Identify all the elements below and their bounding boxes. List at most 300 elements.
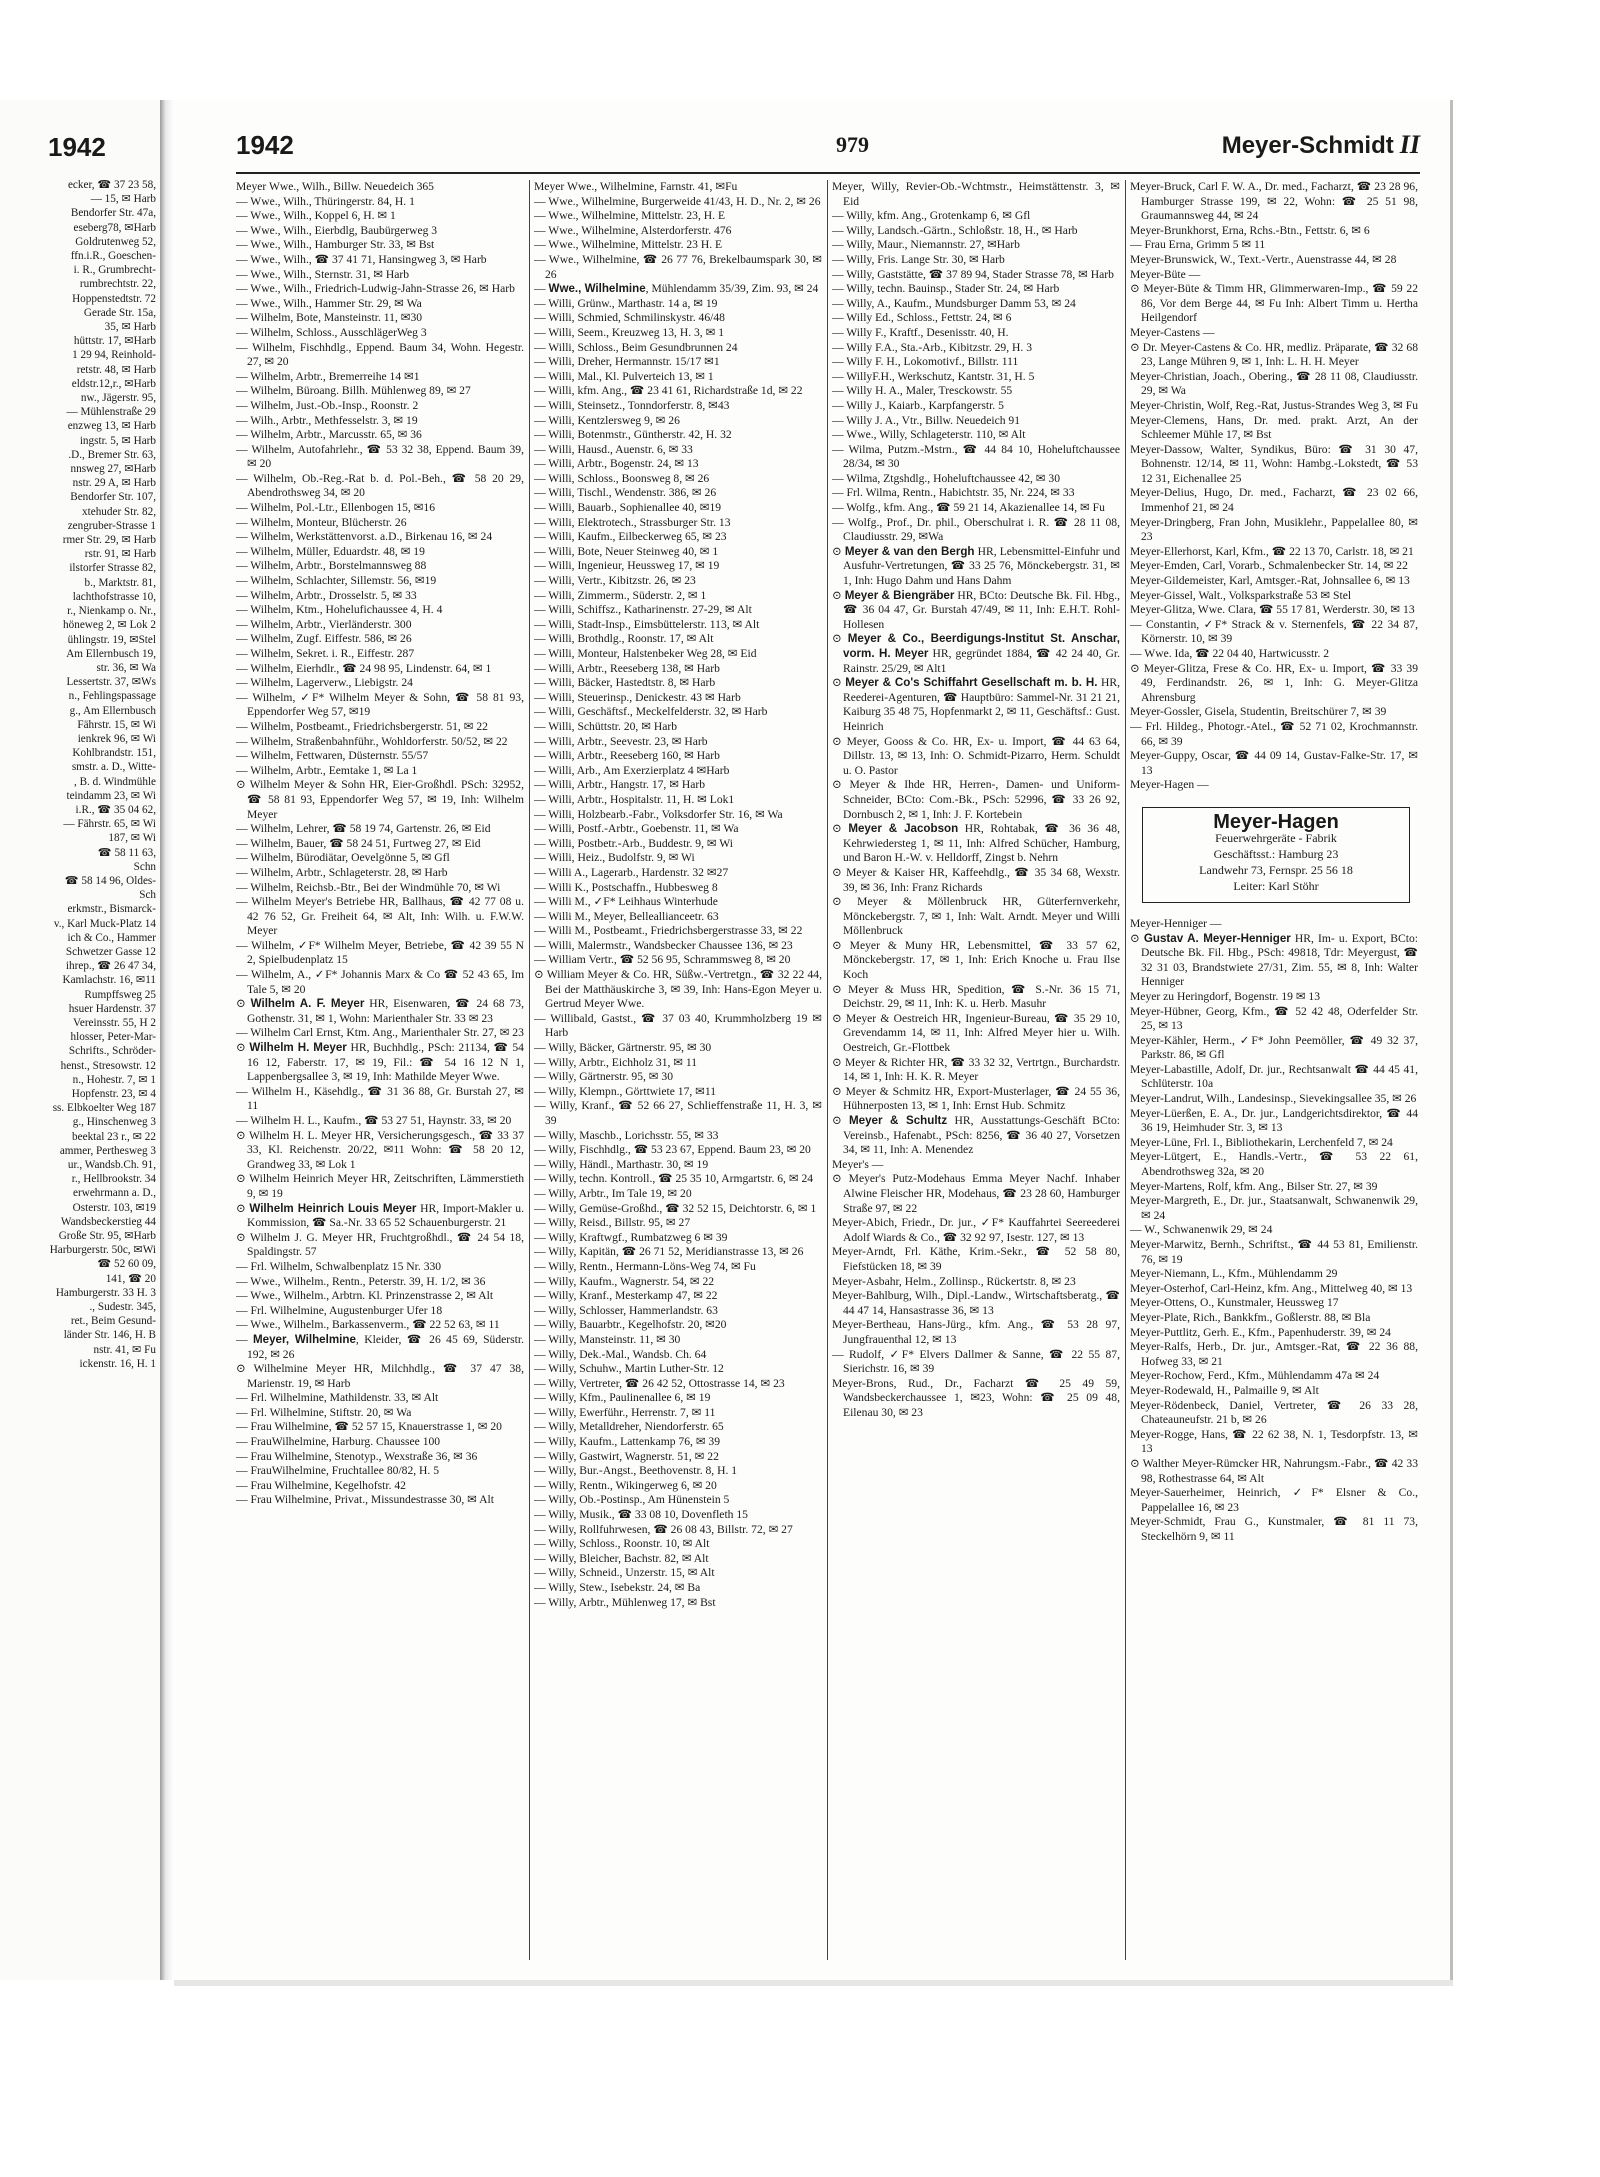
previous-page-line: erwehrmann a. D.,	[73, 1187, 156, 1200]
directory-entry: — Willy, Kapitän, ☎ 26 71 52, Meridianstrasse 13, ✉ 26	[534, 1245, 804, 1259]
directory-entry: — Willi, Bote, Neuer Steinweg 40, ✉ 1	[534, 544, 719, 558]
directory-entry: — Willi, Geschäftsf., Meckelfelderstr. 32, ✉ Harb	[534, 705, 768, 719]
directory-entry: — Willi, Botenmstr., Güntherstr. 42, H. 32	[534, 428, 732, 442]
directory-entry: ⊙ Wilhelm J. G. Meyer HR, Fruchtgroßhdl., ☎ 24 54 18, Spaldingstr. 57	[236, 1230, 524, 1259]
page-number: 979	[836, 132, 869, 157]
directory-entry: — Willy J., Kaiarb., Karpfangerstr. 5	[832, 398, 1004, 412]
directory-entry: — Meyer, Wilhelmine, Kleider, ☎ 26 45 69, Süderstr. 192, ✉ 26	[236, 1332, 524, 1361]
directory-entry: — Wilhelm, Just.-Ob.-Insp., Roonstr. 2	[236, 398, 419, 412]
directory-entry: ⊙ Gustav A. Meyer-Henniger HR, Im- u. Export, BCto: Deutsche Bk. Fil. Hbg., PSch: 49818, Tdr: Meyergust, ☎ 32 31 03, Brandstwiete 27/31, Zim. 55, ✉ 8, Inh: Walter Henniger	[1130, 931, 1418, 989]
directory-entry: — Willi, Schloss., Boonsweg 8, ✉ 26	[534, 471, 710, 485]
directory-entry: — Wilhelm, A., ✓F* Johannis Marx & Co ☎ 52 43 65, Im Tale 5, ✉ 20	[236, 968, 524, 996]
directory-entry: ⊙ Meyer & Kaiser HR, Kaffeehdlg., ☎ 35 34 68, Wexstr. 39, ✉ 36, Inh: Franz Richards	[832, 865, 1120, 894]
directory-entry: — Wilhelm, Arbtr., Schlageterstr. 28, ✉ Harb	[236, 865, 448, 879]
previous-page-line: Vereinsstr. 55, H 2	[73, 1016, 156, 1029]
directory-entry: — Wilhelm, Zugf. Eiffestr. 586, ✉ 26	[236, 632, 412, 646]
directory-entry: — Frl. Wilhelmine, Stiftstr. 20, ✉ Wa	[236, 1405, 412, 1419]
directory-entry: — Willi, Zimmerm., Süderstr. 2, ✉ 1	[534, 588, 707, 602]
directory-entry: — Willy, Kranf., ☎ 52 66 27, Schlieffenstraße 11, H. 3, ✉ 39	[534, 1099, 822, 1127]
directory-entry: — Willy, kfm. Ang., Grotenkamp 6, ✉ Gfl	[832, 209, 1031, 223]
directory-entry: — Wilma, Ztgshdlg., Hoheluftchaussee 42, ✉ 30	[832, 471, 1060, 485]
directory-entry: ⊙ Meyer & Biengräber HR, BCto: Deutsche Bk. Fil. Hbg., ☎ 36 04 47, Gr. Burstah 47/49, ✉ 11, Inh: E.H.T. Rohl-Hollesen	[832, 588, 1120, 631]
previous-page-line: Bendorfer Str. 107,	[70, 491, 156, 504]
previous-page-line: b., Marktstr. 81,	[84, 576, 156, 589]
directory-entry: ⊙ Meyer & Oestreich HR, Ingenieur-Bureau, ☎ 35 29 10, Grevendamm 14, ✉ 11, Inh: Alfred Meyer hier u. Wilh. Oestreich, Gr.-Flottbek	[832, 1011, 1120, 1055]
previous-page-line: Kohlbrandstr. 151,	[72, 747, 156, 760]
directory-entry: ⊙ Wilhelm Heinrich Louis Meyer HR, Import-Makler u. Kommission, ☎ Sa.-Nr. 33 65 52 Schauenburgerstr. 21	[236, 1201, 524, 1230]
header-year: 1942	[236, 130, 294, 160]
previous-page-line: Sch	[139, 889, 156, 902]
previous-page-line: Wandsbeckerstieg 44	[60, 1215, 156, 1228]
directory-entry: Meyer-Ellerhorst, Karl, Kfm., ☎ 22 13 70, Carlstr. 18, ✉ 21	[1130, 544, 1414, 558]
previous-page-line: , B. d. Windmühle	[73, 775, 156, 788]
directory-entry: Meyer-Büte —	[1130, 267, 1201, 281]
previous-page-line: rstr. 91, ✉ Harb	[84, 548, 156, 561]
column-2	[534, 180, 822, 1960]
directory-entry: Meyer-Rochow, Ferd., Kfm., Mühlendamm 47a ✉ 24	[1130, 1369, 1380, 1383]
directory-entry: — Willi A., Lagerarb., Hardenstr. 32 ✉27	[534, 865, 729, 879]
directory-entry: — Wwe., Wilh., Hamburger Str. 33, ✉ Bst	[236, 238, 435, 252]
header-name-range	[1222, 130, 1420, 160]
directory-entry: ⊙ Wilhelm H. L. Meyer HR, Versicherungsgesch., ☎ 33 37 33, Kl. Reichenstr. 20/22, ✉11 Wohn: ☎ 58 20 12, Grandweg 33, ✉ Lok 1	[236, 1128, 524, 1171]
previous-page-line: ret., Beim Gesund-	[70, 1315, 156, 1328]
directory-entry: — Willi, Stadt-Insp., Eimsbüttelerstr. 113, ✉ Alt	[534, 617, 760, 631]
directory-entry: Meyer-Arndt, Frl. Käthe, Krim.-Sekr., ☎ 52 58 80, Fiefstücken 18, ✉ 39	[832, 1245, 1120, 1273]
previous-page-line: 141, ☎ 20	[105, 1272, 156, 1285]
directory-entry: ⊙ Wilhelm A. F. Meyer HR, Eisenwaren, ☎ 24 68 73, Gothenstr. 31, ✉ 1, Wohn: Marienthaler Str. 33 ✉ 23	[236, 997, 524, 1025]
previous-page-line: 35, ✉ Harb	[104, 321, 156, 334]
directory-entry: — Wwe., Wilh., Thüringerstr. 84, H. 1	[236, 194, 415, 208]
directory-entry: Meyer-Clemens, Hans, Dr. med. prakt. Arzt, An der Schleemer Mühle 17, ✉ Bst	[1130, 413, 1418, 442]
directory-entry: — Wilhelm, Arbtr., Bremerreihe 14 ✉1	[236, 369, 420, 383]
directory-entry: — Willi, Schmied, Schmilinskystr. 46/48	[534, 311, 725, 325]
directory-entry: — Frau Erna, Grimm 5 ✉ 11	[1130, 238, 1266, 252]
previous-page-line: Schrifts., Schröder-	[68, 1045, 156, 1058]
directory-entry: — Wwe. Ida, ☎ 22 04 40, Hartwicusstr. 2	[1130, 647, 1330, 660]
previous-page-line: hsuer Hardenstr. 37	[68, 1002, 156, 1015]
directory-entry: — Wwe., Willy, Schlageterstr. 110, ✉ Alt	[832, 428, 1026, 442]
directory-entry: — Wilhelm, Straßenbahnführ., Wohldorferstr. 50/52, ✉ 22	[236, 734, 508, 748]
directory-entry: — Willy, Schloss., Roonstr. 10, ✉ Alt	[534, 1537, 710, 1551]
previous-page-line: länder Str. 146, H. B	[63, 1329, 156, 1342]
directory-entry: — Willy, Gärtnerstr. 95, ✉ 30	[534, 1070, 674, 1084]
directory-entry: — Willy, Schuhw., Martin Luther-Str. 12	[534, 1362, 724, 1376]
directory-entry: ⊙ Meyer & Richter HR, ☎ 33 32 32, Vertrtgn., Burchardstr. 14, ✉ 1, Inh: H. K. R. Meyer	[832, 1055, 1120, 1084]
previous-page-line: — Mühlenstraße 29	[66, 406, 156, 419]
directory-entry: Meyer-Lüne, Frl. I., Bibliothekarin, Lerchenfeld 7, ✉ 24	[1130, 1135, 1393, 1149]
previous-page-line: Fährstr. 15, ✉ Wi	[77, 718, 156, 731]
directory-entry: — Wwe., Wilhelmine, Burgerweide 41/43, H. D., Nr. 2, ✉ 26	[534, 194, 821, 208]
directory-entry: — Wilhelm, Arbtr., Eemtake 1, ✉ La 1	[236, 763, 418, 777]
directory-entry: — Willy Ed., Schloss., Fettstr. 24, ✉ 6	[832, 311, 1012, 325]
directory-entry: ⊙ Meyer & van den Bergh HR, Lebensmittel-Einfuhr und Ausfuhr-Vertretungen, ☎ 33 25 76, Mönckebergstr. 31, ✉ 1, Inh: Hugo Dahm und Hans Dahm	[832, 544, 1120, 588]
previous-page-line: erkmstr., Bismarck-	[67, 903, 156, 916]
previous-page-text	[0, 178, 156, 1371]
previous-page-line: ingstr. 5, ✉ Harb	[79, 434, 156, 447]
directory-entry: — Willy, techn. Bauinsp., Stader Str. 24, ✉ Harb	[832, 282, 1060, 296]
directory-entry: — Wwe., Wilhelmine, Mühlendamm 35/39, Zim. 93, ✉ 24	[534, 282, 819, 296]
directory-entry: Meyer-Rogge, Hans, ☎ 22 62 38, N. 1, Tesdorpfstr. 13, ✉ 13	[1130, 1427, 1418, 1456]
directory-entry: — Willy, Gaststätte, ☎ 37 89 94, Stader Strasse 78, ✉ Harb	[832, 267, 1114, 281]
previous-page-line: Goldrutenweg 52,	[75, 235, 156, 248]
directory-entry: Meyer-Hübner, Georg, Kfm., ☎ 52 42 48, Oderfelder Str. 25, ✉ 13	[1130, 1004, 1418, 1033]
previous-page-line: smstr. a. D., Witte-	[71, 761, 156, 774]
directory-entry: — Willy H. A., Maler, Tresckowstr. 55	[832, 384, 1013, 398]
directory-entry: — Willi, Dreher, Hermannstr. 15/17 ✉1	[534, 355, 720, 369]
previous-page-line: — Fährstr. 65, ✉ Wi	[63, 818, 156, 831]
directory-entry: — Wwe., Wilhelmine, Alsterdorferstr. 476	[534, 223, 732, 237]
directory-entry: ⊙ Wilhelm H. Meyer HR, Buchhdlg., PSch: 21134, ☎ 54 16 12, Faberstr. 17, ✉ 19, Fil.: ☎ 54 16 12 N 1, Lappenbergsallee 3, ✉ 19, Inh: Mathilde Meyer Wwe.	[236, 1041, 524, 1084]
book-spine	[160, 100, 174, 1980]
directory-entry: — Willi, Kentzlersweg 9, ✉ 26	[534, 413, 680, 427]
previous-page-line: ., Sudestr. 345,	[89, 1301, 156, 1314]
directory-entry: Meyer-Christian, Joach., Obering., ☎ 28 11 08, Claudiusstr. 29, ✉ Wa	[1130, 369, 1418, 398]
directory-page	[174, 100, 1453, 1980]
previous-page-line: ickenstr. 16, H. 1	[79, 1357, 156, 1370]
directory-entry: — Willi, Arbtr., Hangstr. 17, ✉ Harb	[534, 778, 706, 792]
directory-entry: Meyer-Sauerheimer, Heinrich, ✓F* Elsner & Co., Pappelallee 16, ✉ 23	[1130, 1486, 1418, 1514]
directory-entry: — Willy J. A., Vtr., Billw. Neuedeich 91	[832, 413, 1021, 427]
previous-page-line: i.R., ☎ 35 04 62,	[75, 803, 156, 816]
directory-entry: — Willi, Heiz., Budolfstr. 9, ✉ Wi	[534, 851, 695, 865]
directory-entry: — Willi, Postbetr.-Arb., Buddestr. 9, ✉ Wi	[534, 836, 734, 850]
header-rule	[236, 172, 1420, 174]
directory-entry: Meyer-Castens —	[1130, 325, 1215, 339]
directory-entry: — Willi, Vertr., Kibitzstr. 26, ✉ 23	[534, 574, 696, 588]
directory-entry: — Wilhelm, Fettwaren, Düsternstr. 55/57	[236, 749, 429, 763]
previous-page-line: ecker, ☎ 37 23 58,	[67, 179, 156, 191]
directory-entry: ⊙ Meyer & Schmitz HR, Export-Musterlager, ☎ 24 55 36, Hühnerposten 13, ✉ 1, Inh: Ernst Hub. Schmitz	[832, 1084, 1120, 1113]
directory-entry: Meyer-Rodewald, H., Palmaille 9, ✉ Alt	[1130, 1383, 1319, 1397]
directory-entry: — Willy, Maur., Niemannstr. 27, ✉Harb	[832, 238, 1020, 252]
directory-entry: Meyer Wwe., Wilhelmine, Farnstr. 41, ✉Fu	[534, 180, 738, 193]
directory-entry: — Willi, Hausd., Auenstr. 6, ✉ 33	[534, 442, 693, 456]
directory-entry: Meyer-Gildemeister, Karl, Amtsger.-Rat, Johnsallee 6, ✉ 13	[1130, 574, 1410, 588]
directory-entry: — Willi, kfm. Ang., ☎ 23 41 61, Richardstraße 1d, ✉ 22	[534, 384, 803, 398]
previous-page-line: ühlingstr. 19, ✉Stel	[67, 633, 156, 646]
directory-entry: Meyer-Gissel, Walt., Volksparkstraße 53 ✉ Stel	[1130, 588, 1352, 602]
directory-entry: — Willi, Kaufm., Eilbeckerweg 65, ✉ 23	[534, 530, 727, 544]
page-shadow	[174, 1980, 1453, 1986]
directory-entry: — Willi K., Postschaffn., Hubbesweg 8	[534, 880, 718, 894]
directory-entry: — Willy, Händl., Marthastr. 30, ✉ 19	[534, 1157, 709, 1171]
directory-entry: — Willy, Landsch.-Gärtn., Schloßstr. 18, H., ✉ Harb	[832, 223, 1078, 237]
directory-entry: Meyer-Delius, Hugo, Dr. med., Facharzt, ☎ 23 02 66, Immenhof 21, ✉ 24	[1130, 486, 1418, 515]
previous-page-line: Hamburgerstr. 33 H. 3	[55, 1286, 156, 1299]
directory-entry: — Willi, Malermstr., Wandsbecker Chaussee 136, ✉ 23	[534, 938, 793, 952]
previous-page-line: — 15, ✉ Harb	[90, 193, 156, 206]
directory-entry: — Wilhelm, Werkstättenvorst. a.D., Birkenau 16, ✉ 24	[236, 530, 493, 544]
directory-entry: ⊙ Meyer & Co's Schiffahrt Gesellschaft m. b. H. HR, Reederei-Agenturen, ☎ Hauptbüro: Sammel-Nr. 31 21 21, Kaiburg 35 48 75, Hopfenmarkt 2, ✉ 11, Geschäftsf.: Gust. Heinrich	[832, 676, 1120, 733]
directory-entry: Meyer-Ralfs, Herb., Dr. jur., Amtsger.-Rat, ☎ 22 36 88, Hofweg 33, ✉ 21	[1130, 1340, 1418, 1368]
directory-entry: — FrauWilhelmine, Harburg. Chaussee 100	[236, 1435, 441, 1449]
directory-entry: — Willi, Schüttstr. 20, ✉ Harb	[534, 719, 678, 733]
directory-entry: — Willi, Bauarb., Sophienallee 40, ✉19	[534, 501, 722, 515]
directory-entry: — Wilhelm, Arbtr., Marcusstr. 65, ✉ 36	[236, 428, 422, 442]
directory-entry: — Willy, Gemüse-Großhd., ☎ 32 52 15, Deichtorstr. 6, ✉ 1	[534, 1201, 817, 1215]
directory-entry: — Willi, Elektrotech., Strassburger Str. 13	[534, 515, 731, 529]
directory-entry: Meyer-Martens, Rolf, kfm. Ang., Bilser Str. 27, ✉ 39	[1130, 1179, 1378, 1193]
directory-entry: — Willy F., Kraftf., Desenisstr. 40, H.	[832, 325, 1009, 339]
directory-entry: — Willi M., ✓F* Leihhaus Winterhude	[534, 895, 718, 909]
directory-entry: ⊙ Meyer & Co., Beerdigungs-Institut St. Anschar, vorm. H. Meyer HR, gegründet 1884, ☎ 42 24 40, Gr. Rainstr. 25/29, ✉ Alt1	[832, 632, 1120, 675]
ad-office: Geschäftsst.: Hamburg 23	[1213, 846, 1339, 861]
column-divider	[1125, 180, 1126, 1960]
directory-entry: — Willi, Bäcker, Hastedtstr. 8, ✉ Harb	[534, 676, 716, 690]
directory-entry: — Wilhelm, Arbtr., Drosselstr. 5, ✉ 33	[236, 588, 417, 602]
directory-entry: — Wwe., Wilh., Hammer Str. 29, ✉ Wa	[236, 296, 422, 310]
directory-entry: — Willy, Kaufm., Lattenkamp 76, ✉ 39	[534, 1435, 721, 1449]
directory-entry: — Wilhelm, Postbeamt., Friedrichsbergerstr. 51, ✉ 22	[236, 719, 488, 733]
previous-page-line: Schn	[133, 860, 156, 873]
previous-page-line: i. R., Grumbrecht-	[73, 264, 156, 277]
directory-entry: Meyer-Puttlitz, Gerh. E., Kfm., Papenhuderstr. 39, ✉ 24	[1130, 1325, 1391, 1339]
directory-entry: ⊙ Meyer & Ihde HR, Herren-, Damen- und Uniform-Schneider, BCto: Com.-Bk., PSch: 52996, ☎ 33 26 92, Dornbusch 2, ✉ 1, Inh: J. F. Kortebein	[832, 778, 1120, 821]
directory-entry: — Willy, Bleicher, Bachstr. 82, ✉ Alt	[534, 1551, 709, 1565]
directory-entry: — Willy, Maschb., Lorichsstr. 55, ✉ 33	[534, 1128, 719, 1142]
previous-page-line: .D., Bremer Str. 63,	[68, 448, 156, 461]
directory-entry: ⊙ Wilhelm Heinrich Meyer HR, Zeitschriften, Lämmerstieth 9, ✉ 19	[236, 1172, 524, 1200]
ad-address: Landwehr 73, Fernspr. 25 56 18	[1199, 862, 1353, 877]
previous-page-line: nstr. 29 A, ✉ Harb	[72, 477, 156, 490]
previous-page-line: eseberg78, ✉Harb	[73, 221, 156, 234]
directory-entry: — Willy, Fris. Lange Str. 30, ✉ Harb	[832, 252, 1005, 266]
range-volume: II	[1399, 130, 1420, 159]
ad-title: Meyer-Hagen	[1213, 810, 1339, 833]
previous-page-line: beektal 23 r., ✉ 22	[72, 1130, 156, 1143]
directory-entry: Meyer-Glitza, Wwe. Clara, ☎ 55 17 81, Werderstr. 30, ✉ 13	[1130, 603, 1415, 617]
directory-entry: Meyer-Abich, Friedr., Dr. jur., ✓F* Kauffahrtei Seereederei Adolf Wiards & Co., ☎ 32 92 97, Isestr. 127, ✉ 13	[832, 1216, 1120, 1244]
directory-entry: — Wilhelm, ✓F* Wilhelm Meyer & Sohn, ☎ 58 81 93, Eppendorfer Weg 57, ✉19	[236, 690, 524, 719]
previous-page-line: Hopfenstr. 23, ✉ 4	[71, 1088, 156, 1100]
directory-entry: — Willy, Gastwirt, Wagnerstr. 51, ✉ 22	[534, 1449, 719, 1463]
column-1	[236, 180, 524, 1960]
directory-entry: — Wwe., Wilhelmine, Mittelstr. 23, H. E	[534, 209, 726, 223]
previous-page-line: ilstorfer Strasse 82,	[69, 562, 156, 575]
previous-page-line: Große Str. 95, ✉Harb	[58, 1230, 156, 1243]
directory-entry: — Willy, Kfm., Paulinenallee 6, ✉ 19	[534, 1391, 711, 1405]
directory-entry: ⊙ Meyer, Gooss & Co. HR, Ex- u. Import, ☎ 44 63 64, Dillstr. 13, ✉ 13, Inh: O. Schmidt-Pizarro, Herm. Schuldt u. O. Pastor	[832, 734, 1120, 777]
directory-entry: — Wwe., Wilh., Sternstr. 31, ✉ Harb	[236, 267, 410, 281]
previous-page-edge	[0, 100, 161, 1980]
directory-entry: ⊙ Dr. Meyer-Castens & Co. HR, medliz. Präparate, ☎ 32 68 23, Lange Mühren 9, ✉ 1, Inh: L. H. H. Meyer	[1130, 340, 1418, 369]
directory-entry: — Wilhelm Meyer's Betriebe HR, Ballhaus, ☎ 42 77 08 u. 42 76 52, Gr. Freiheit 64, ✉ Alt, Inh: Wilh. u. F.W.W. Meyer	[236, 895, 524, 938]
directory-entry: — Willi, Seem., Kreuzweg 13, H. 3, ✉ 1	[534, 325, 724, 339]
previous-page-line: g., Am Ellernbusch	[69, 704, 156, 717]
directory-entry: — Frl. Wilhelm, Schwalbenplatz 15 Nr. 330	[236, 1259, 442, 1273]
previous-page-line: nstr. 41, ✉ Fu	[93, 1343, 156, 1356]
directory-entry: Meyer-Schmidt, Frau G., Kunstmaler, ☎ 81 11 73, Steckelhörn 9, ✉ 11	[1130, 1515, 1418, 1543]
directory-entry: — Frl. Wilhelmine, Augustenburger Ufer 18	[236, 1303, 443, 1317]
directory-entry: — Wwe., Wilhelm., Barkassenverm., ☎ 22 52 63, ✉ 11	[236, 1318, 500, 1332]
previous-page-line: Schwetzer Gasse 12	[65, 945, 156, 958]
directory-entry: — Willi, Ingenieur, Heussweg 17, ✉ 19	[534, 559, 720, 573]
directory-entry: Meyer-Gossler, Gisela, Studentin, Breitschürer 7, ✉ 39	[1130, 705, 1387, 719]
directory-entry: — Wilhelm Carl Ernst, Ktm. Ang., Marienthaler Str. 27, ✉ 23	[236, 1026, 524, 1040]
directory-entry: ⊙ Wilhelm Meyer & Sohn HR, Eier-Großhdl. PSch: 32952, ☎ 58 81 93, Eppendorfer Weg 57, ✉ 19, Inh: Wilhelm Meyer	[236, 778, 524, 821]
directory-entry: — Willi, Arb., Am Exerzierplatz 4 ✉Harb	[534, 763, 730, 777]
directory-entry: — Frau Wilhelmine, ☎ 52 57 15, Knauerstrasse 1, ✉ 20	[236, 1420, 502, 1434]
previous-page-line: nnsweg 27, ✉Harb	[70, 463, 156, 476]
directory-entry: — Wilhelm, Ob.-Reg.-Rat b. d. Pol.-Beh., ☎ 58 20 29, Abendrothsweg 34, ✉ 20	[236, 471, 524, 500]
directory-entry: — Willy, A., Kaufm., Mundsburger Damm 53, ✉ 24	[832, 296, 1076, 310]
column-divider	[827, 180, 828, 1960]
directory-entry: — Wilhelm H. L., Kaufm., ☎ 53 27 51, Haynstr. 33, ✉ 20	[236, 1114, 512, 1127]
directory-entry: — Frau Wilhelmine, Privat., Missundestrasse 30, ✉ Alt	[236, 1493, 494, 1507]
previous-page-line: Kamlachstr. 16, ✉11	[62, 974, 156, 987]
directory-entry: Meyer-Asbahr, Helm., Zollinsp., Rückertstr. 8, ✉ 23	[832, 1274, 1076, 1288]
directory-entry: — William Vertr., ☎ 52 56 95, Schrammsweg 8, ✉ 20	[534, 953, 791, 967]
directory-entry: Meyer-Bertheau, Hans-Jürg., kfm. Ang., ☎ 53 28 97, Jungfrauenthal 12, ✉ 13	[832, 1318, 1120, 1346]
directory-entry: — FrauWilhelmine, Fruchtallee 80/82, H. 5	[236, 1464, 440, 1478]
directory-entry: — Willy, Bur.-Angst., Beethovenstr. 8, H. 1	[534, 1464, 738, 1478]
directory-entry: — Wwe., Wilhelm., Rentn., Peterstr. 39, H. 1/2, ✉ 36	[236, 1274, 486, 1288]
column-4	[1130, 180, 1418, 1960]
directory-entry: — Wilhelm, Ktm., Hohelufichaussee 4, H. 4	[236, 603, 443, 617]
previous-page-line: ienkrek 96, ✉ Wi	[77, 732, 156, 745]
directory-entry: — Willi, Steuerinsp., Denickestr. 43 ✉ Harb	[534, 690, 741, 704]
directory-entry: — Willy, Arbtr., Mühlenweg 17, ✉ Bst	[534, 1595, 716, 1609]
directory-entry: ⊙ Meyer & Möllenbruck HR, Güterfernverkehr, Mönckebergstr. 7, ✉ 1, Inh: Walt. Arndt. Meyer und Willi Möllenbruck	[832, 895, 1120, 938]
directory-entry: — Wilhelm, Arbtr., Borstelmannsweg 88	[236, 559, 427, 573]
directory-entry: — Wolfg., kfm. Ang., ☎ 59 21 14, Akazienallee 14, ✉ Fu	[832, 501, 1105, 515]
meyer-hagen-advertisement	[1142, 807, 1410, 903]
directory-entry: Meyer-Niemann, L., Kfm., Mühlendamm 29	[1130, 1267, 1338, 1281]
directory-entry: — Willy, Klempn., Görttwiete 17, ✉11	[534, 1084, 717, 1098]
previous-page-line: str. 36, ✉ Wa	[96, 661, 156, 674]
previous-page-line: ☎ 58 14 96, Oldes-	[64, 874, 156, 887]
previous-page-line: Am Ellernbusch 19,	[66, 647, 156, 660]
directory-entry: — Willy, Rentn., Wikingerweg 6, ✉ 20	[534, 1478, 717, 1492]
directory-entry: — Willy, Vertreter, ☎ 26 42 52, Ottostrasse 14, ✉ 23	[534, 1376, 785, 1390]
previous-page-line: ich & Co., Hammer	[67, 931, 156, 944]
range-title: Meyer-Schmidt	[1221, 132, 1394, 159]
previous-page-line: zengruber-Strasse 1	[67, 519, 156, 532]
directory-entry: — Willy, Kaufm., Wagnerstr. 54, ✉ 22	[534, 1274, 715, 1288]
directory-entry: — Willi, Arbtr., Reeseberg 160, ✉ Harb	[534, 749, 720, 763]
previous-page-line: n., Hohestr. 7, ✉ 1	[72, 1073, 156, 1086]
previous-page-line: retstr. 48, ✉ Harb	[76, 363, 156, 376]
directory-entry: ⊙ Meyer-Glitza, Frese & Co. HR, Ex- u. Import, ☎ 33 39 49, Ferdinandstr. 26, ✉ 1, Inh: G. Meyer-Glitza Ahrensburg	[1130, 661, 1418, 704]
directory-entry: Meyer-Christin, Wolf, Reg.-Rat, Justus-Strandes Weg 3, ✉ Fu	[1130, 398, 1418, 412]
directory-entry: — Wwe., Wilh., Koppel 6, H. ✉ 1	[236, 209, 396, 223]
directory-entry: — Rudolf, ✓F* Elvers Dallmer & Sanne, ☎ 22 55 87, Sierichstr. 16, ✉ 39	[832, 1347, 1120, 1376]
previous-page-line: nw., Jägerstr. 95,	[80, 392, 156, 405]
directory-entry: Meyer-Brunkhorst, Erna, Rchs.-Btn., Fettstr. 6, ✉ 6	[1130, 223, 1370, 237]
directory-entry: ⊙ Meyer & Muny HR, Lebensmittel, ☎ 33 57 62, Mönckebergstr. 17, ✉ 1, Inh: Erich Knoche u. Frau Ilse Koch	[832, 938, 1120, 982]
directory-entry: Meyer's —	[832, 1157, 884, 1171]
directory-entry: — Frau Wilhelmine, Stenotyp., Wexstraße 36, ✉ 36	[236, 1449, 478, 1463]
directory-entry: Meyer-Emden, Carl, Vorarb., Schmalenbecker Str. 14, ✉ 22	[1130, 559, 1408, 573]
column-3	[832, 180, 1120, 1960]
directory-entry: — Wilhelm, Bürodiätar, Oevelgönne 5, ✉ Gfl	[236, 851, 450, 865]
previous-page-line: lachthofstrasse 10,	[72, 590, 156, 603]
previous-page-line: hüttstr. 17, ✉Harb	[73, 335, 156, 348]
directory-entry: — Willibald, Gastst., ☎ 37 03 40, Krummholzberg 19 ✉ Harb	[534, 1011, 822, 1040]
directory-entry: — Willy, Mansteinstr. 11, ✉ 30	[534, 1332, 681, 1346]
directory-entry: — Willi, Steinsetz., Tonndorferstr. 8, ✉43	[534, 398, 730, 412]
directory-entry: Meyer-Brons, Rud., Dr., Facharzt ☎ 25 49 59, Wandsbeckerchaussee 1, ✉23, Wohn: ☎ 25 09 48, Eilenau 30, ✉ 23	[832, 1376, 1120, 1419]
directory-entry: — Willy, Schlosser, Hammerlandstr. 63	[534, 1303, 718, 1317]
column-divider	[529, 180, 530, 1960]
previous-page-header: 1942	[48, 132, 106, 162]
directory-entry: — Willy, Arbtr., Im Tale 19, ✉ 20	[534, 1186, 692, 1200]
directory-entry: — Wilhelm, Schloss., AusschlägerWeg 3	[236, 325, 427, 339]
previous-page-line: rmer Str. 29, ✉ Harb	[62, 534, 156, 547]
previous-page-line: ☎ 58 11 63,	[97, 846, 156, 859]
previous-page-line: Harburgerstr. 50c, ✉Wi	[49, 1244, 156, 1257]
directory-entry: — Wilh., Arbtr., Methfesselstr. 3, ✉ 19	[236, 413, 418, 427]
directory-entry: — Willi, Arbtr., Hospitalstr. 11, H. ✉ Lok1	[534, 792, 735, 806]
directory-entry: — Wilhelm, Eierhdlr., ☎ 24 98 95, Lindenstr. 64, ✉ 1	[236, 661, 492, 675]
directory-entry: — Willy, Metalldreher, Niendorferstr. 65	[534, 1420, 724, 1434]
directory-entry: — Wilhelm, Sekret. i. R., Eiffestr. 287	[236, 647, 415, 660]
directory-entry: Meyer-Osterhof, Carl-Heinz, kfm. Ang., Mittelweg 40, ✉ 13	[1130, 1281, 1413, 1295]
directory-entry: — Willi M., Postbeamt., Friedrichsbergerstrasse 33, ✉ 22	[534, 924, 803, 938]
directory-entry: — Frl. Wilhelmine, Mathildenstr. 33, ✉ Alt	[236, 1391, 439, 1405]
directory-entry: — Wilhelm, Bauer, ☎ 58 24 51, Furtweg 27, ✉ Eid	[236, 836, 481, 850]
directory-entry: — Willy, Rentn., Hermann-Löns-Weg 74, ✉ Fu	[534, 1259, 756, 1273]
directory-entry: Meyer-Bahlburg, Wilh., Dipl.-Landw., Wirtschaftsberatg., ☎ 44 47 14, Hansastrasse 36, ✉ 13	[832, 1289, 1120, 1317]
directory-entry: Meyer-Lüerßen, E. A., Dr. jur., Landgerichtsdirektor, ☎ 44 36 19, Heimhuder Str. 3, ✉ 13	[1130, 1106, 1418, 1135]
directory-entry: — Wwe., Wilh., Eierbdlg, Baubürgerweg 3	[236, 223, 438, 237]
directory-entry: — Wilhelm, Büroang. Billh. Mühlenweg 89, ✉ 27	[236, 384, 471, 398]
directory-entry: — Wilhelm, ✓F* Wilhelm Meyer, Betriebe, ☎ 42 39 55 N 2, Spielbudenplatz 15	[236, 938, 524, 967]
directory-entry: — Frl. Wilma, Rentn., Habichtstr. 35, Nr. 224, ✉ 33	[832, 486, 1075, 500]
ad-manager: Leiter: Karl Stöhr	[1233, 878, 1319, 893]
directory-entry: — Willy F. H., Lokomotivf., Billstr. 111	[832, 355, 1019, 369]
directory-entry: — Wilhelm, Müller, Eduardstr. 48, ✉ 19	[236, 544, 425, 558]
directory-entry: — Willi, Mal., Kl. Pulverteich 13, ✉ 1	[534, 369, 714, 383]
directory-entry: — Wilhelm, Arbtr., Vierländerstr. 300	[236, 617, 412, 631]
directory-entry: Meyer-Guppy, Oscar, ☎ 44 09 14, Gustav-Falke-Str. 17, ✉ 13	[1130, 749, 1418, 777]
directory-entry: Meyer-Bruck, Carl F. W. A., Dr. med., Facharzt, ☎ 23 28 96, Hamburger Strasse 199, ✉ 22, Wohn: ☎ 25 51 98, Graumannsweg 44, ✉ 24	[1130, 180, 1418, 223]
previous-page-line: g., Hinschenweg 3	[72, 1116, 156, 1129]
directory-entry: — Wwe., Wilh., Friedrich-Ludwig-Jahn-Strasse 26, ✉ Harb	[236, 282, 515, 296]
directory-entry: Meyer-Dringberg, Fran John, Musiklehr., Pappelallee 80, ✉ 23	[1130, 515, 1418, 544]
directory-columns	[236, 180, 1420, 1960]
previous-page-line: Gerade Str. 15a,	[83, 306, 156, 319]
directory-entry: Meyer-Landrut, Wilh., Landesinsp., Sievekingsallee 35, ✉ 26	[1130, 1092, 1417, 1106]
directory-entry: ⊙ Meyer & Jacobson HR, Rohtabak, ☎ 36 36 48, Kehrwiedersteg 1, ✉ 11, Inh: Alfred Schücher, Hamburg, und Baron H.-W. v. Helldorff, Zingst b. Nehrn	[832, 822, 1120, 865]
directory-entry: — Willi M., Meyer, Belleallianceetr. 63	[534, 909, 719, 923]
directory-entry: Meyer-Plate, Rich., Bankkfm., Goßlerstr. 88, ✉ Bla	[1130, 1310, 1371, 1324]
directory-entry: — Willi, Arbtr., Reeseberg 138, ✉ Harb	[534, 661, 720, 675]
directory-entry: Meyer-Kähler, Herm., ✓F* John Peemöller, ☎ 49 32 37, Parkstr. 86, ✉ Gfl	[1130, 1033, 1418, 1062]
directory-entry: — Frau Wilhelmine, Kegelhofstr. 42	[236, 1478, 406, 1492]
directory-entry: — Willi, Tischl., Wendenstr. 386, ✉ 26	[534, 486, 717, 500]
directory-entry: — Wilhelm, Reichsb.-Btr., Bei der Windmühle 70, ✉ Wi	[236, 880, 501, 894]
directory-entry: — Willi, Monteur, Halstenbeker Weg 28, ✉ Eid	[534, 647, 757, 660]
directory-entry: — Willy, Rollfuhrwesen, ☎ 26 08 43, Billstr. 72, ✉ 27	[534, 1522, 793, 1536]
page-header	[236, 130, 1420, 166]
directory-entry: — Willi, Postf.-Arbtr., Goebenstr. 11, ✉ Wa	[534, 822, 739, 836]
directory-entry: ⊙ Meyer & Muss HR, Spedition, ☎ S.-Nr. 36 15 71, Deichstr. 29, ✉ 11, Inh: K. u. Herb. Masuhr	[832, 982, 1120, 1011]
directory-entry: — Wwe., Wilh., ☎ 37 41 71, Hansingweg 3, ✉ Harb	[236, 252, 487, 266]
directory-entry: ⊙ Wilhelmine Meyer HR, Milchhdlg., ☎ 37 47 38, Marienstr. 19, ✉ Harb	[236, 1362, 524, 1390]
directory-entry: Meyer-Ottens, O., Kunstmaler, Heussweg 17	[1130, 1296, 1339, 1310]
previous-page-line: ☎ 52 60 09,	[97, 1258, 156, 1271]
directory-entry: — Wilhelm, Lehrer, ☎ 58 19 74, Gartenstr. 26, ✉ Eid	[236, 822, 491, 836]
directory-entry: — Willy, Dek.-Mal., Wandsb. Ch. 64	[534, 1347, 707, 1361]
directory-entry: — Wwe., Wilhelmine, Mittelstr. 23 H. E	[534, 238, 723, 252]
previous-page-line: henst., Stresowstr. 12	[60, 1059, 156, 1072]
directory-entry: — Willy, Bäcker, Gärtnerstr. 95, ✉ 30	[534, 1041, 712, 1055]
directory-entry: Meyer-Margreth, E., Dr. jur., Staatsanwalt, Schwanenwik 29, ✉ 24	[1130, 1194, 1418, 1222]
directory-entry: — Willy, Schneid., Unzerstr. 15, ✉ Alt	[534, 1566, 715, 1580]
previous-page-line: 187, ✉ Wi	[108, 832, 156, 845]
directory-entry: Meyer-Labastille, Adolf, Dr. jur., Rechtsanwalt ☎ 44 45 41, Schlüterstr. 10a	[1130, 1062, 1418, 1091]
